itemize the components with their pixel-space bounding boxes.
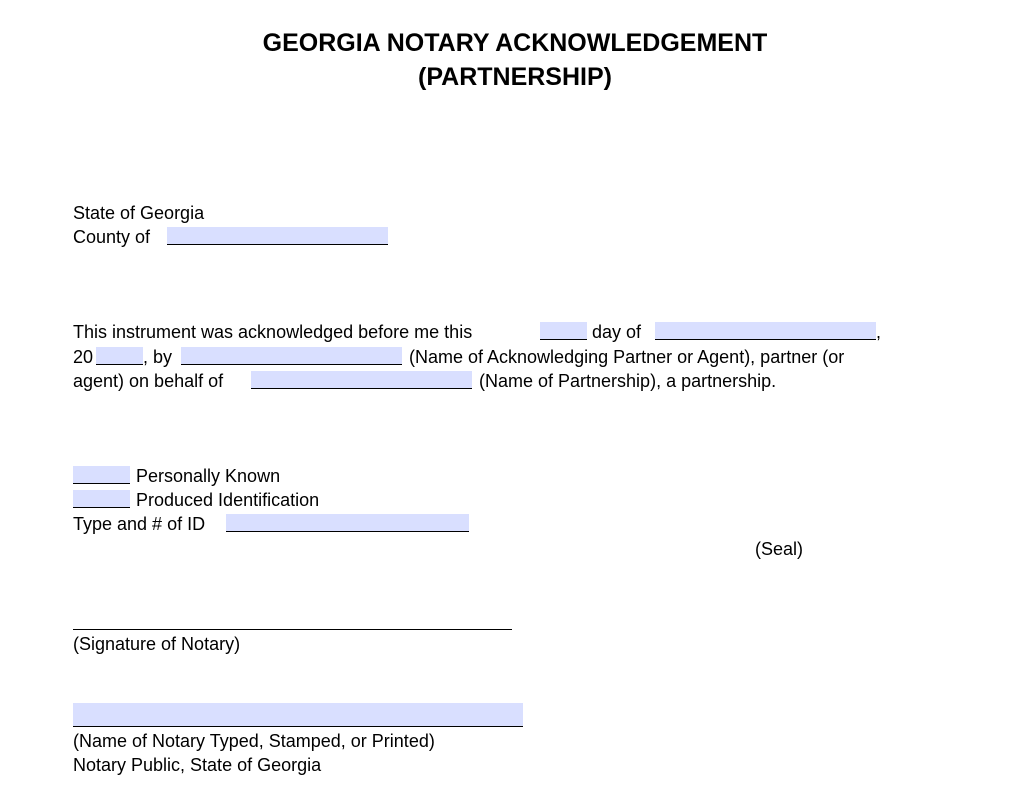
notary-name-caption: (Name of Notary Typed, Stamped, or Printed)	[73, 731, 435, 751]
produced-id-label: Produced Identification	[136, 490, 320, 510]
county-label: County of	[73, 227, 151, 247]
ack-year-prefix: 20	[73, 347, 94, 367]
ack-line3-suffix: (Name of Partnership), a partnership.	[479, 371, 777, 391]
notary-title: Notary Public, State of Georgia	[73, 755, 322, 775]
ack-line1-prefix: This instrument was acknowledged before me this	[73, 322, 473, 342]
personally-known-checkbox[interactable]	[73, 466, 130, 484]
ack-partner-hint: (Name of Acknowledging Partner or Agent), partner (or	[409, 347, 845, 367]
ack-by-label: , by	[143, 347, 173, 367]
id-type-label: Type and # of ID	[73, 514, 206, 534]
ack-comma: ,	[876, 322, 882, 342]
seal-label: (Seal)	[755, 539, 804, 559]
notary-name-field[interactable]	[73, 703, 523, 727]
day-field[interactable]	[540, 322, 587, 340]
county-field[interactable]	[167, 227, 388, 245]
year-field[interactable]	[96, 347, 143, 365]
state-label: State of Georgia	[73, 203, 205, 223]
partner-name-field[interactable]	[181, 347, 402, 365]
partnership-name-field[interactable]	[251, 371, 472, 389]
signature-line[interactable]	[73, 628, 512, 630]
personally-known-label: Personally Known	[136, 466, 281, 486]
month-field[interactable]	[655, 322, 876, 340]
document-title	[0, 26, 1024, 94]
ack-line3-prefix: agent) on behalf of	[73, 371, 224, 391]
signature-caption: (Signature of Notary)	[73, 634, 241, 654]
produced-id-checkbox[interactable]	[73, 490, 130, 508]
ack-day-of-label: day of	[592, 322, 642, 342]
id-type-field[interactable]	[226, 514, 469, 532]
title-line-1: GEORGIA NOTARY ACKNOWLEDGEMENT	[262, 29, 768, 57]
title-line-2: (PARTNERSHIP)	[418, 63, 612, 91]
